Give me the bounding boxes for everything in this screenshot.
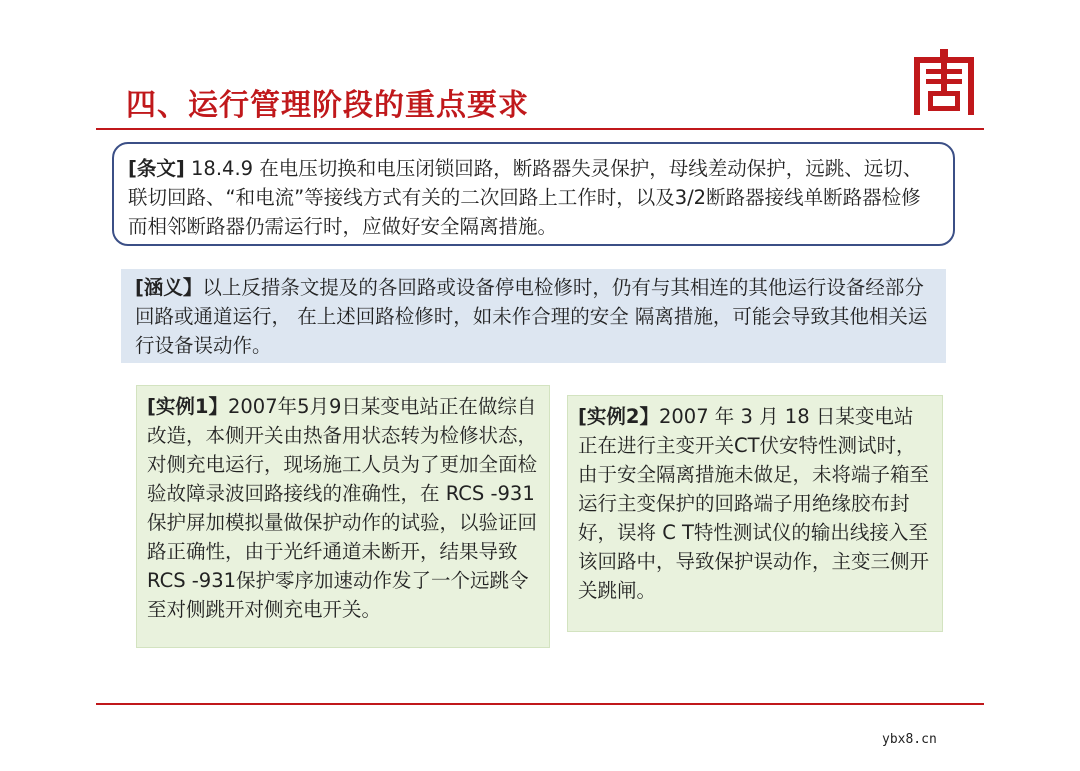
case1-text: 2007年5月9日某变电站正在做综自改造，本侧开关由热备用状态转为检修状态，对侧充电运行，现场施工人员为了更加全面检验故障录波回路接线的准确性，在 RCS -931保护屏加模拟量做保护动作的试验，以验证回路正确性，由于光纤通道未断开，结果导致RCS -931保护零序加速动作发了一个远跳令至对侧跳开对侧充电开关。 bbox=[147, 395, 538, 621]
clause-box bbox=[112, 142, 955, 246]
case2-label: [实例2】 bbox=[578, 405, 659, 428]
watermark-text: ybx8.cn bbox=[882, 732, 937, 747]
clause-label: [条文] bbox=[128, 157, 185, 180]
meaning-box bbox=[121, 269, 946, 363]
case1-box bbox=[136, 385, 550, 648]
slide-title: 四、运行管理阶段的重点要求 bbox=[126, 88, 529, 123]
footer-divider bbox=[96, 703, 984, 705]
header-divider bbox=[96, 128, 984, 130]
red-seal-logo-icon bbox=[908, 47, 980, 119]
clause-text: 18.4.9 在电压切换和电压闭锁回路，断路器失灵保护，母线差动保护，远跳、远切、联切回路、“和电流”等接线方式有关的二次回路上工作时，以及3/2断路器接线单断路器检修而相邻断路器仍需运行时，应做好安全隔离措施。 bbox=[128, 157, 923, 238]
case2-box bbox=[567, 395, 943, 632]
case2-text: 2007 年 3 月 18 日某变电站正在进行主变开关CT伏安特性测试时，由于安全隔离措施未做足，未将端子箱至运行主变保护的回路端子用绝缘胶布封好，误将 C T特性测试仪的输出线接入至该回路中，导致保护误动作，主变三侧开关跳闸。 bbox=[578, 405, 930, 602]
meaning-text: 以上反措条文提及的各回路或设备停电检修时，仍有与其相连的其他运行设备经部分回路或通道运行， 在上述回路检修时，如未作合理的安全 隔离措施，可能会导致其他相关运行设备误动作。 bbox=[135, 276, 928, 357]
case1-label: [实例1】 bbox=[147, 395, 228, 418]
meaning-label: [涵义】 bbox=[135, 276, 203, 299]
